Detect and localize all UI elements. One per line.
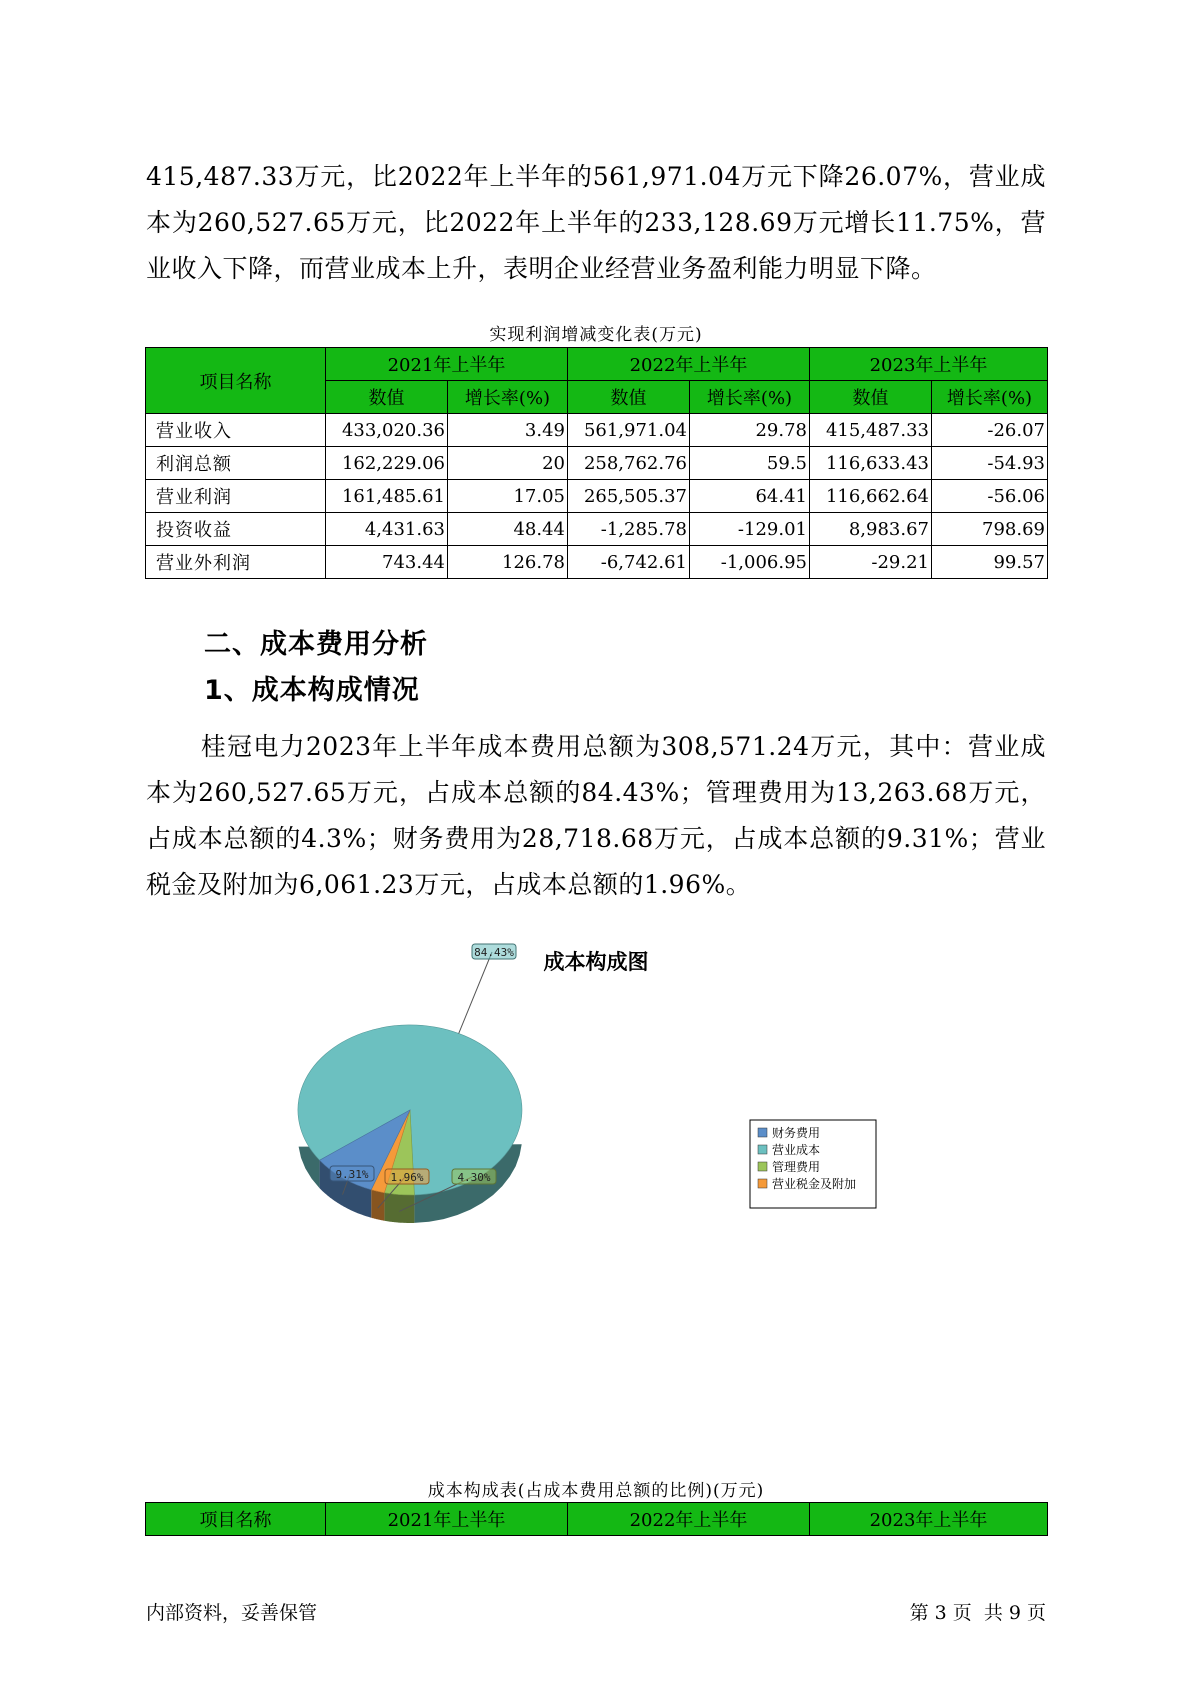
header-growth: 增长率(%): [448, 381, 568, 414]
table-cell: 4,431.63: [326, 513, 448, 546]
table-cell: 743.44: [326, 546, 448, 579]
table-row: [146, 546, 1048, 579]
table-cell: 64.41: [690, 480, 810, 513]
table-cell: -1,285.78: [568, 513, 690, 546]
table-cell: 8,983.67: [810, 513, 932, 546]
legend-item-营业税金及附加: 营业税金及附加: [772, 1177, 857, 1191]
header-year-2021: 2021年上半年: [326, 348, 568, 381]
table-cell: 3.49: [448, 414, 568, 447]
table-row: [146, 447, 1048, 480]
legend-swatch-管理费用: [758, 1162, 767, 1171]
legend-item-营业成本: 营业成本: [772, 1143, 821, 1157]
legend-item-管理费用: 管理费用: [772, 1160, 821, 1174]
table-cell: 415,487.33: [810, 414, 932, 447]
table-cell: 561,971.04: [568, 414, 690, 447]
table-cell: 126.78: [448, 546, 568, 579]
slice-label: 1.96%: [390, 1171, 424, 1184]
header-year-2021: 2021年上半年: [326, 1503, 568, 1536]
header-value: 数值: [568, 381, 690, 414]
header-year-2023: 2023年上半年: [810, 1503, 1048, 1536]
cost-paragraph: [146, 724, 1046, 908]
table-row: [146, 513, 1048, 546]
header-item-name: 项目名称: [146, 1503, 326, 1536]
profit-table-caption: 实现利润增减变化表(万元): [489, 325, 703, 345]
cost-table: [145, 1502, 1048, 1536]
section-heading: 二、成本费用分析: [204, 629, 428, 660]
table-cell: 17.05: [448, 480, 568, 513]
table-cell: 59.5: [690, 447, 810, 480]
table-cell: 29.78: [690, 414, 810, 447]
table-cell: 48.44: [448, 513, 568, 546]
header-value: 数值: [810, 381, 932, 414]
table-cell: -26.07: [932, 414, 1048, 447]
header-year-2023: 2023年上半年: [810, 348, 1048, 381]
table-cell: 265,505.37: [568, 480, 690, 513]
table-cell: 99.57: [932, 546, 1048, 579]
row-name: 营业外利润: [146, 546, 326, 579]
table-cell: 258,762.76: [568, 447, 690, 480]
table-cell: -29.21: [810, 546, 932, 579]
table-cell: 433,020.36: [326, 414, 448, 447]
table-row: [146, 480, 1048, 513]
footer-confidential: 内部资料，妥善保管: [146, 1602, 318, 1624]
row-name: 利润总额: [146, 447, 326, 480]
legend-item-财务费用: 财务费用: [772, 1126, 821, 1140]
table-cell: -6,742.61: [568, 546, 690, 579]
legend-swatch-营业成本: [758, 1145, 767, 1154]
table-row: [146, 414, 1048, 447]
table-cell: 798.69: [932, 513, 1048, 546]
row-name: 投资收益: [146, 513, 326, 546]
table-cell: 161,485.61: [326, 480, 448, 513]
table-cell: 116,633.43: [810, 447, 932, 480]
table-cell: 116,662.64: [810, 480, 932, 513]
row-name: 营业利润: [146, 480, 326, 513]
intro-paragraph: 415,487.33万元，比2022年上半年的561,971.04万元下降26.07%，营业成本为260,527.65万元，比2022年上半年的233,128.69万元增长11.75%，营业收入下降，而营业成本上升，表明企业经营业务盈利能力明显下降。: [146, 162, 1046, 283]
slice-label: 4.30%: [457, 1171, 491, 1184]
cost-table-caption: 成本构成表(占成本费用总额的比例)(万元): [427, 1481, 765, 1501]
chart-title: 成本构成图: [543, 950, 649, 974]
table-cell: -54.93: [932, 447, 1048, 480]
table-cell: -129.01: [690, 513, 810, 546]
table-cell: -56.06: [932, 480, 1048, 513]
slice-label: 84.43%: [474, 946, 514, 959]
table-cell: -1,006.95: [690, 546, 810, 579]
header-value: 数值: [326, 381, 448, 414]
cost-paragraph-text: 桂冠电力2023年上半年成本费用总额为308,571.24万元，其中：营业成本为260,527.65万元，占成本总额的84.43%；管理费用为13,263.68万元，占成本总额的4.3%；财务费用为28,718.68万元，占成本总额的9.31%；营业税金及附加为6,061.23万元，占成本总额的1.96%。: [146, 732, 1046, 899]
profit-table: [145, 347, 1048, 579]
header-year-2022: 2022年上半年: [568, 348, 810, 381]
header-year-2022: 2022年上半年: [568, 1503, 810, 1536]
slice-label: 9.31%: [335, 1168, 369, 1181]
table-cell: 20: [448, 447, 568, 480]
legend-swatch-财务费用: [758, 1128, 767, 1137]
table-cell: 162,229.06: [326, 447, 448, 480]
header-item-name: 项目名称: [146, 348, 326, 414]
legend-swatch-营业税金及附加: [758, 1179, 767, 1188]
sub-heading: 1、成本构成情况: [204, 675, 420, 706]
header-growth: 增长率(%): [932, 381, 1048, 414]
footer-page-number: 第 3 页 共 9 页: [909, 1602, 1046, 1624]
chart-legend: [750, 1120, 876, 1208]
header-growth: 增长率(%): [690, 381, 810, 414]
row-name: 营业收入: [146, 414, 326, 447]
